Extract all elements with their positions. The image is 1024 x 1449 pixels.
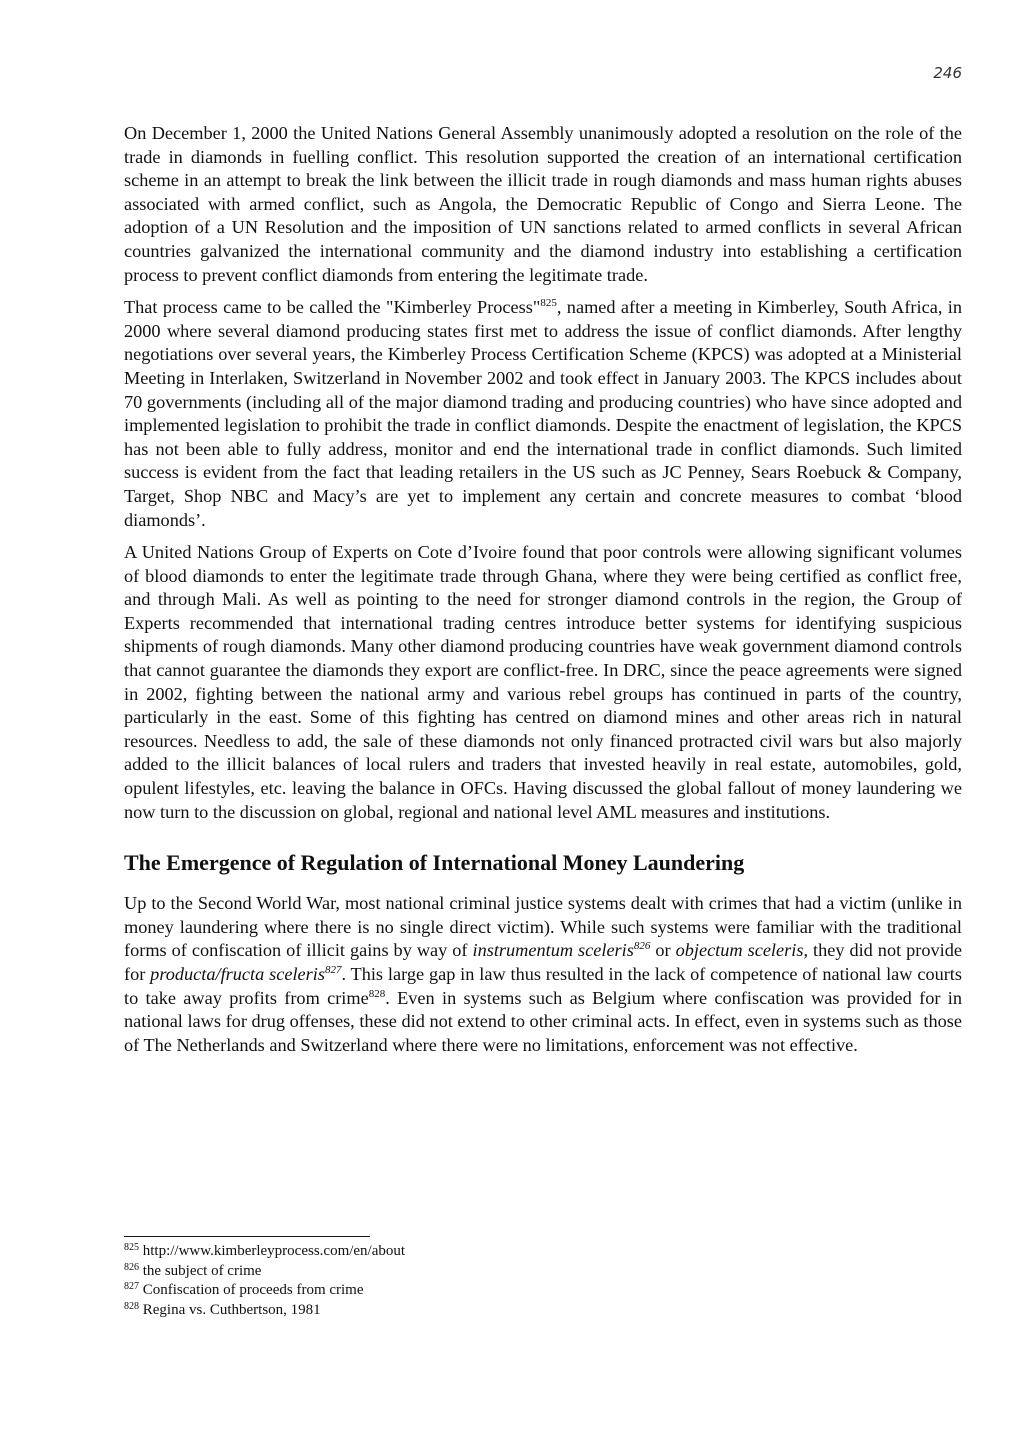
latin-term: objectum sceleris: [675, 940, 804, 961]
footnote-827: [124, 1281, 962, 1301]
paragraph-second-world-war: [124, 892, 962, 1057]
footnote-number: 827: [124, 1281, 139, 1293]
footnote-divider: [124, 1236, 370, 1237]
footnote-ref-825[interactable]: 825: [540, 297, 557, 310]
paragraph-text: , named after a meeting in Kimberley, South Africa, in 2000 where several diamond producing states first met to address the issue of conflict diamonds. After lengthy negotiations over several years, the Kimberley Process Certification Scheme (KPCS) was adopted at a Ministerial Meeting in Interlaken, Switzerland in November 2002 and took effect in January 2003. The KPCS includes about 70 governments (including all of the major diamond trading and producing countries) who have since adopted and implemented legislation to prohibit the trade in conflict diamonds. Despite the enactment of legislation, the KPCS has not been able to fully address, monitor and end the international trade in conflict diamonds. Such limited success is evident from the fact that leading retailers in the US such as JC Penney, Sears Roebuck & Company, Target, Shop NBC and Macy’s are yet to implement any certain and concrete measures to combat ‘blood diamonds’.: [124, 297, 962, 530]
footnote-number: 825: [124, 1242, 139, 1253]
footnotes: [124, 1236, 962, 1320]
paragraph-text: or: [650, 940, 676, 961]
latin-term: producta/fructa sceleris: [150, 964, 325, 984]
paragraph-text: That process came to be called the "Kimberley Process": [124, 297, 541, 318]
paragraph-text: . Even in systems such as Belgium where confiscation was provided for in national laws for drug offenses, these did not extend to other criminal acts. In effect, even in systems such as those of The Netherlands and Switzerland where there were no limitations, enforcement was not effective.: [124, 987, 962, 1055]
footnote-825: [124, 1242, 962, 1262]
paragraph-text: , they did not provide for: [124, 940, 962, 984]
footnote-ref-826[interactable]: 826: [633, 940, 651, 953]
footnote-text: Regina vs. Cuthbertson, 1981: [142, 1301, 321, 1318]
main-content: [124, 122, 962, 1066]
footnote-number: 828: [124, 1300, 139, 1312]
footnote-ref-828[interactable]: 828: [368, 987, 386, 1000]
footnote-828: [124, 1301, 962, 1321]
footnote-text: Confiscation of proceeds from crime: [142, 1282, 364, 1299]
footnote-link[interactable]: http://www.kimberleyprocess.com/en/about: [142, 1243, 406, 1259]
footnote-number: 826: [124, 1261, 139, 1273]
footnote-text: the subject of crime: [142, 1262, 262, 1279]
paragraph-group-of-experts: A United Nations Group of Experts on Cote d’Ivoire found that poor controls were allowing significant volumes of blood diamonds to enter the legitimate trade through Ghana, where they were being certified as conflict free, and through Mali. As well as pointing to the need for stronger diamond controls in the region, the Group of Experts recommended that international trading centres introduce better systems for identifying suspicious shipments of rough diamonds. Many other diamond producing countries have weak government diamond controls that cannot guarantee the diamonds they export are conflict-free. In DRC, since the peace agreements were signed in 2002, fighting between the national army and various rebel groups has continued in parts of the country, particularly in the east. Some of this fighting has centred on diamond mines and other areas rich in natural resources. Needless to add, the sale of these diamonds not only financed protracted civil wars but also majorly added to the illicit balances of local rulers and traders that invested heavily in real estate, automobiles, gold, opulent lifestyles, etc. leaving the balance in OFCs. Having discussed the global fallout of money laundering we now turn to the discussion on global, regional and national level AML measures and institutions.: [124, 542, 962, 822]
paragraph-un-resolution: On December 1, 2000 the United Nations General Assembly unanimously adopted a resolution on the role of the trade in diamonds in fuelling conflict. This resolution supported the creation of an international certification scheme in an attempt to break the link between the illicit trade in rough diamonds and mass human rights abuses associated with armed conflict, such as Angola, the Democratic Republic of Congo and Sierra Leone. The adoption of a UN Resolution and the imposition of UN sanctions related to armed conflicts in several African countries galvanized the international community and the diamond industry into establishing a certification process to prevent conflict diamonds from entering the legitimate trade.: [124, 123, 962, 285]
section-heading: The Emergence of Regulation of International Money Laundering: [124, 850, 745, 876]
paragraph-text: Up to the Second World War, most national criminal justice systems dealt with crimes that had a victim (unlike in money laundering where there is no single direct victim). While such systems were familiar with the traditional forms of confiscation of illicit gains by way of: [124, 893, 962, 961]
footnote-ref-827[interactable]: 827: [324, 964, 342, 976]
paragraph-kimberley-process: [124, 296, 962, 532]
footnote-826: [124, 1262, 962, 1282]
paragraph-text: . This large gap in law thus resulted in the lack of competence of national law courts to take away profits from crime: [124, 964, 963, 1008]
latin-term: instrumentum sceleris: [472, 940, 634, 961]
page-number: 246: [933, 64, 962, 82]
